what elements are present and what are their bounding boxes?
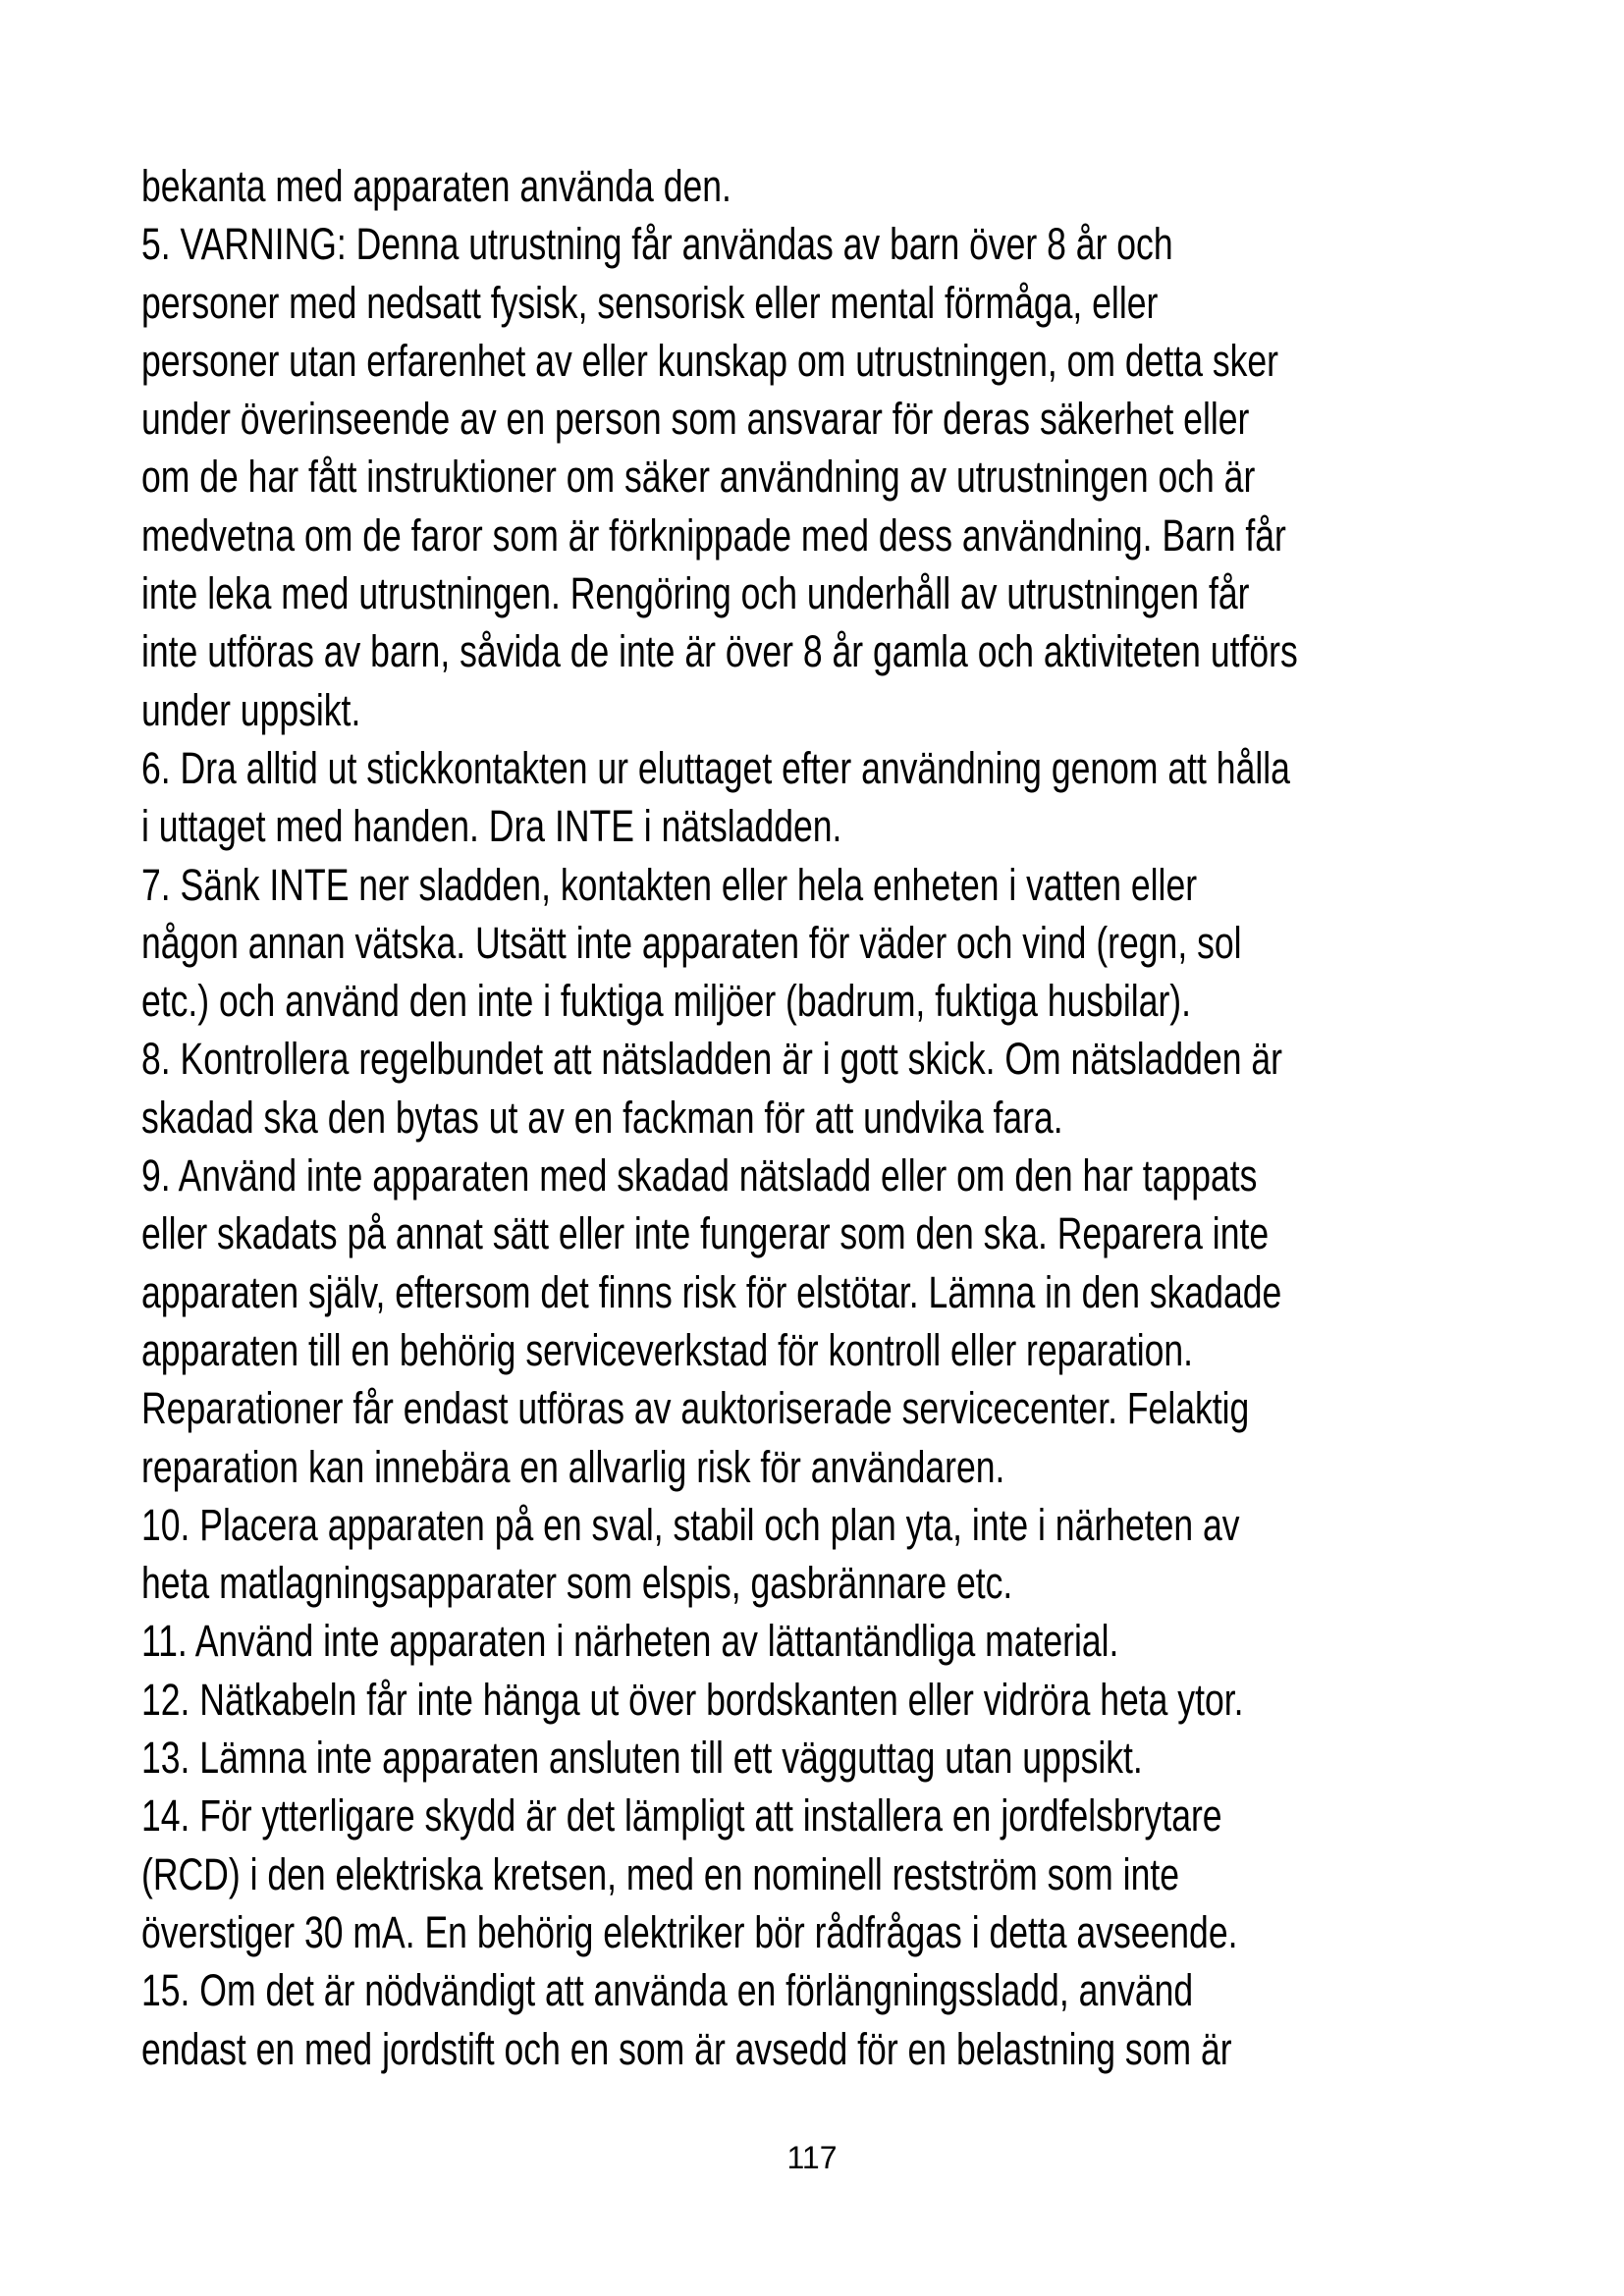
text-line: 10. Placera apparaten på en sval, stabil och plan yta, inte i närheten av: [141, 1499, 1240, 1550]
text-line: etc.) och använd den inte i fuktiga miljöer (badrum, fuktiga husbilar).: [141, 976, 1192, 1027]
text-line: 6. Dra alltid ut stickkontakten ur eluttaget efter användning genom att hålla: [141, 742, 1290, 793]
text-line: överstiger 30 mA. En behörig elektriker bör rådfrågas i detta avseende.: [141, 1906, 1238, 1957]
text-line: inte utföras av barn, såvida de inte är över 8 år gamla och aktiviteten utförs: [141, 626, 1298, 677]
text-line: 5. VARNING: Denna utrustning får användas av barn över 8 år och: [141, 219, 1173, 270]
text-line: (RCD) i den elektriska kretsen, med en nominell restström som inte: [141, 1848, 1179, 1899]
text-line: personer med nedsatt fysisk, sensorisk eller mental förmåga, eller: [141, 277, 1159, 328]
text-line: 12. Nätkabeln får inte hänga ut över bordskanten eller vidröra heta ytor.: [141, 1674, 1244, 1725]
text-line: eller skadats på annat sätt eller inte fungerar som den ska. Reparera inte: [141, 1208, 1270, 1259]
text-line: Reparationer får endast utföras av auktoriserade servicecenter. Felaktig: [141, 1383, 1250, 1434]
text-line: i uttaget med handen. Dra INTE i nätsladden.: [141, 801, 842, 852]
text-line: 15. Om det är nödvändigt att använda en förlängningssladd, använd: [141, 1965, 1194, 2016]
text-line: heta matlagningsapparater som elspis, gasbrännare etc.: [141, 1558, 1013, 1609]
text-line: apparaten till en behörig serviceverkstad för kontroll eller reparation.: [141, 1324, 1194, 1375]
text-line: 8. Kontrollera regelbundet att nätsladden är i gott skick. Om nätsladden är: [141, 1034, 1282, 1085]
text-line: 13. Lämna inte apparaten ansluten till ett vägguttag utan uppsikt.: [141, 1733, 1143, 1784]
text-line: reparation kan innebära en allvarlig risk för användaren.: [141, 1441, 1005, 1492]
body-text: [141, 157, 1555, 2078]
text-line: personer utan erfarenhet av eller kunskap om utrustningen, om detta sker: [141, 335, 1279, 386]
text-line: någon annan vätska. Utsätt inte apparaten för väder och vind (regn, sol: [141, 917, 1242, 968]
text-line: skadad ska den bytas ut av en fackman för att undvika fara.: [141, 1092, 1063, 1143]
text-line: 14. För ytterligare skydd är det lämpligt att installera en jordfelsbrytare: [141, 1790, 1222, 1842]
text-line: inte leka med utrustningen. Rengöring och underhåll av utrustningen får: [141, 568, 1250, 619]
page-number: 117: [786, 2140, 838, 2175]
text-line: 7. Sänk INTE ner sladden, kontakten eller hela enheten i vatten eller: [141, 859, 1198, 910]
text-line: om de har fått instruktioner om säker användning av utrustningen och är: [141, 452, 1256, 503]
text-line: 11. Använd inte apparaten i närheten av lättantändliga material.: [141, 1616, 1119, 1667]
text-line: under uppsikt.: [141, 684, 361, 735]
text-line: apparaten själv, eftersom det finns risk för elstötar. Lämna in den skadade: [141, 1266, 1282, 1317]
text-line: under överinseende av en person som ansvarar för deras säkerhet eller: [141, 394, 1250, 445]
text-line: bekanta med apparaten använda den.: [141, 161, 731, 211]
text-line: endast en med jordstift och en som är avsedd för en belastning som är: [141, 2023, 1232, 2074]
text-line: 9. Använd inte apparaten med skadad nätsladd eller om den har tappats: [141, 1150, 1258, 1201]
text-line: medvetna om de faror som är förknippade med dess användning. Barn får: [141, 509, 1286, 561]
